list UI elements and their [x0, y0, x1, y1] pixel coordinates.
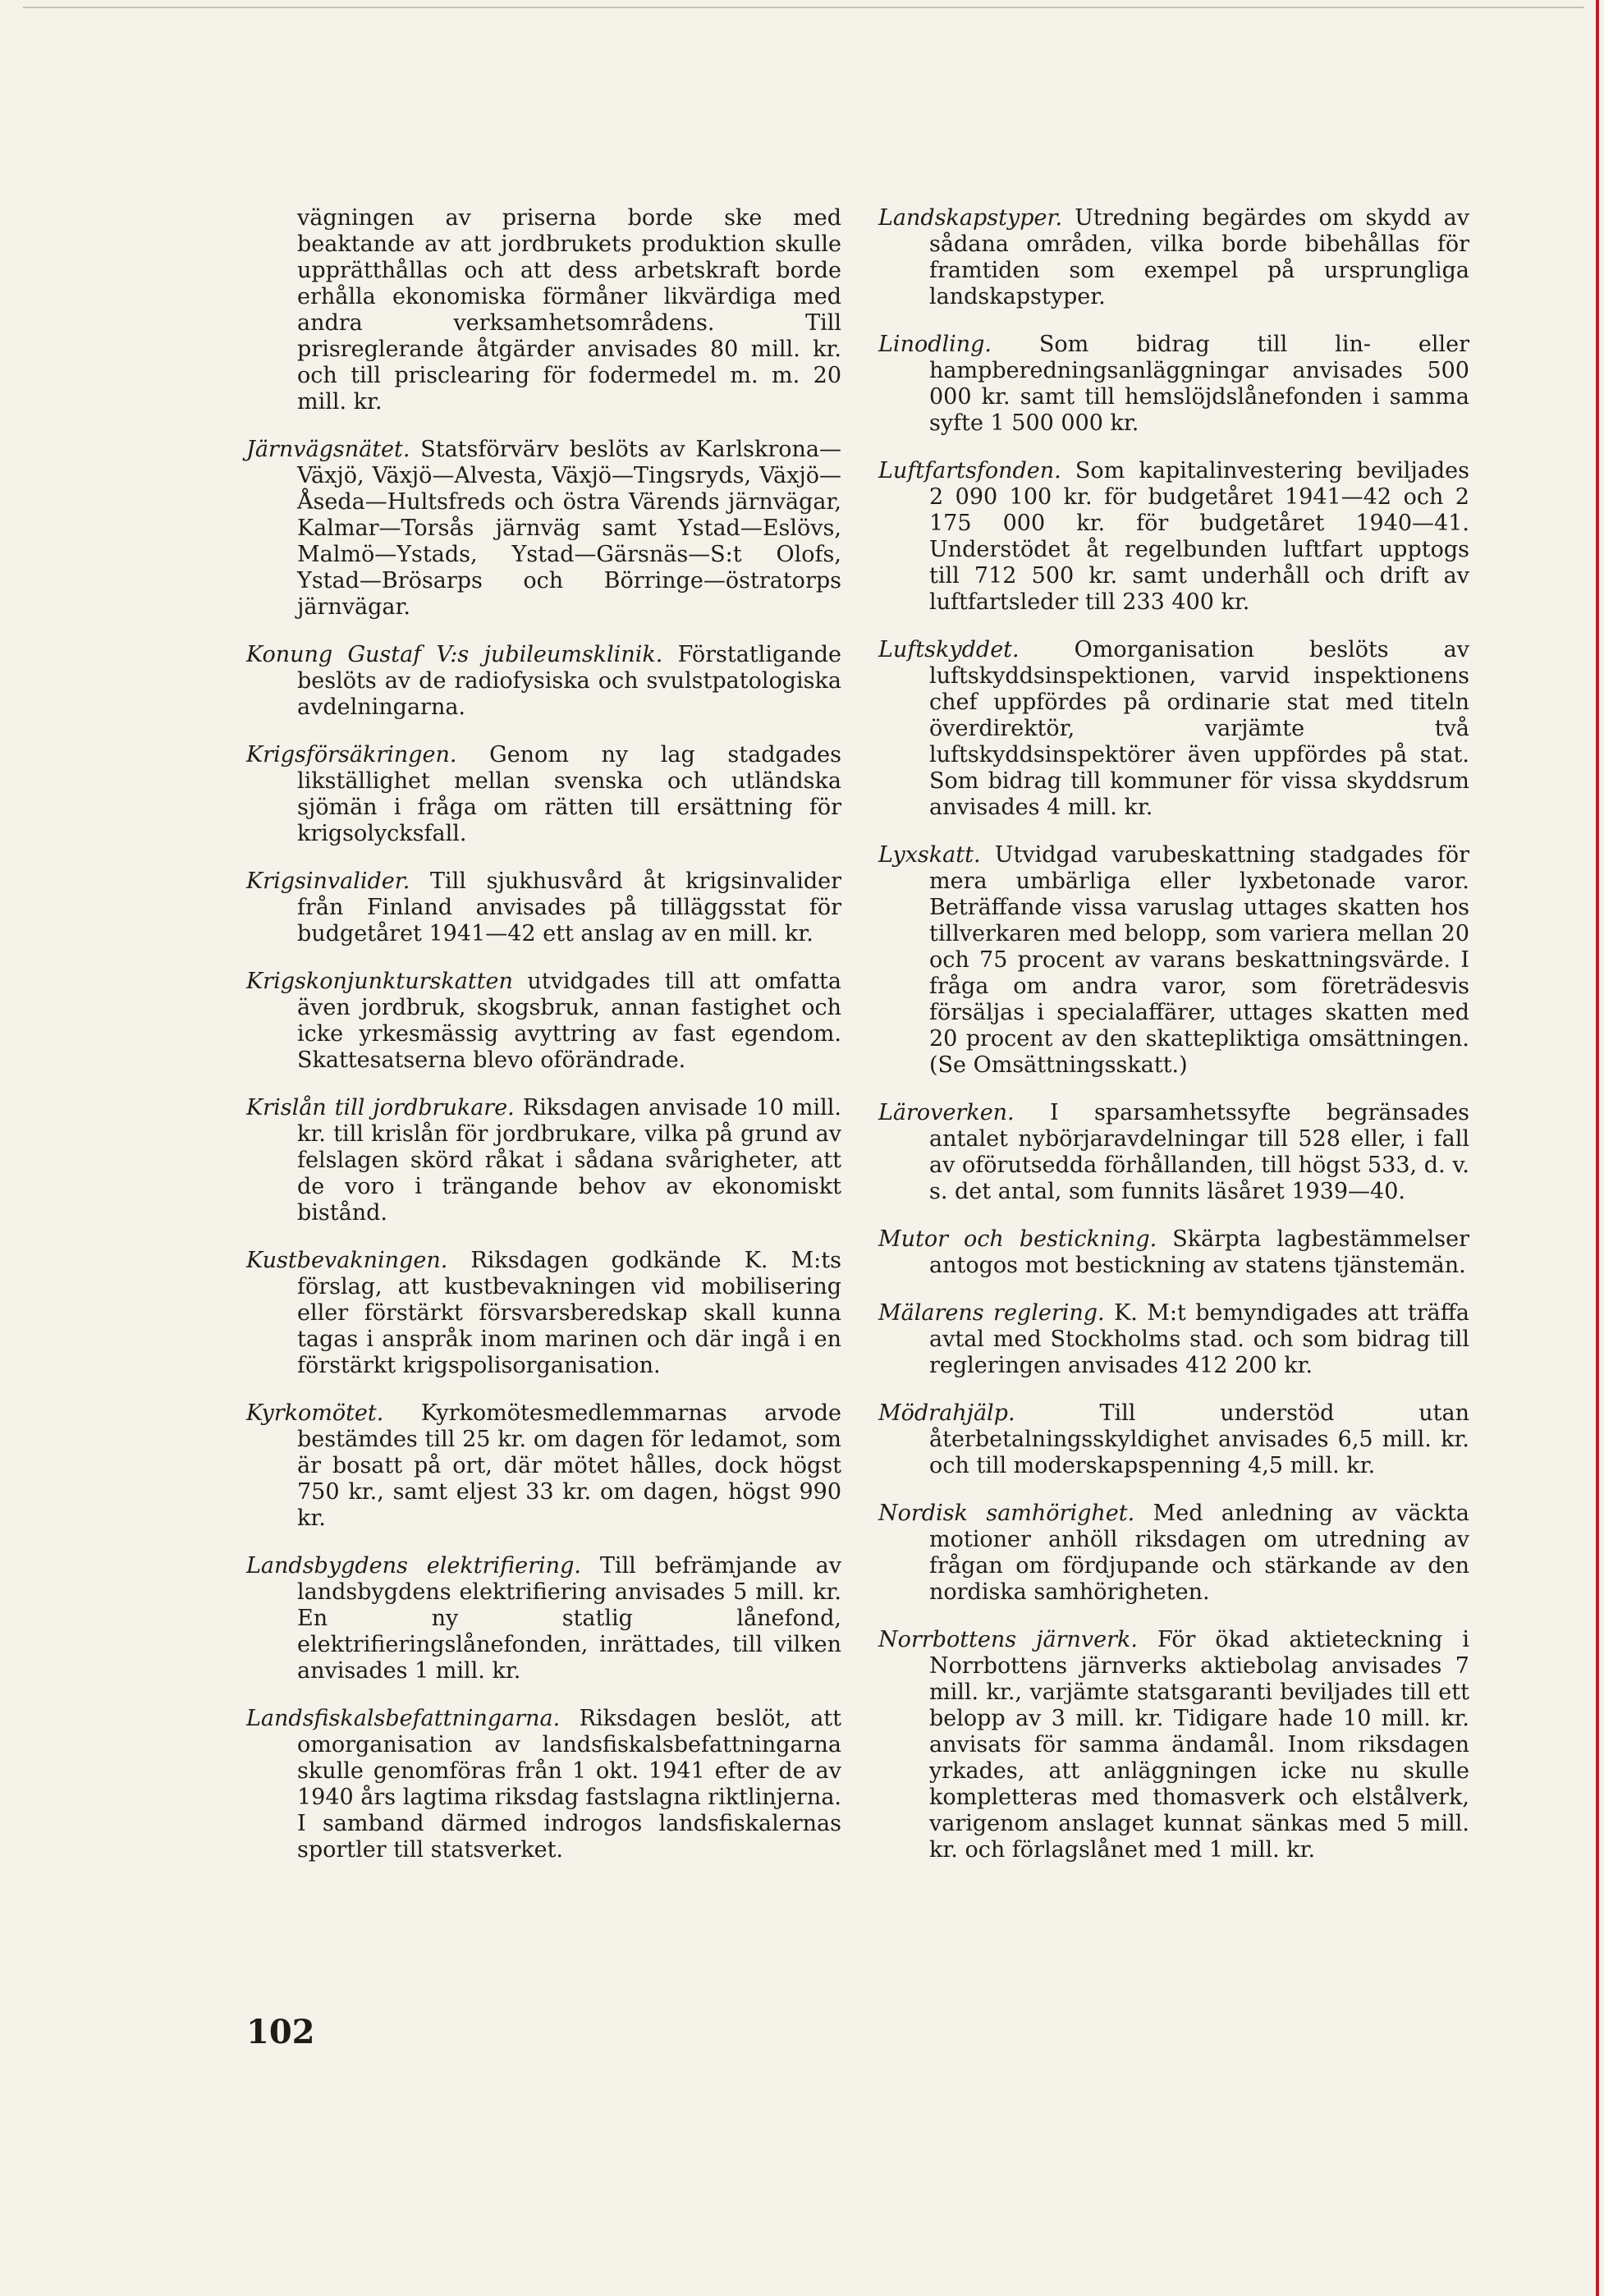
entry-text: Riksdagen beslöt, att omorganisation av landsfiskalsbefattningarna skulle genomföras från 1 okt. 1941 efter de av 1940 års lagtima riksdag fastslagna riktlinjerna. I samband därmed indrogos landsfiskalernas sportler till statsverket.: [297, 1706, 842, 1863]
entry-heading: Mälarens reglering.: [878, 1300, 1105, 1326]
entry-norrbottens-jarnverk: [878, 1627, 1469, 1863]
entry-text: Kyrkomötesmedlemmarnas arvode bestämdes till 25 kr. om dagen för ledamot, som är bosatt på ort, där mötet hålles, dock högst 750 kr., samt eljest 33 kr. om dagen, högst 990 kr.: [297, 1400, 841, 1531]
entry-jarnvagsnatet: [246, 437, 841, 621]
entry-text: Utvidgad varubeskattning stadgades för mera umbärliga eller lyxbetonade varor. Beträffande vissa varuslag uttages skatten hos tillverkaren med belopp, som variera mellan 20 och 75 procent av varans beskattningsvärde. I fråga om andra varor, som företrädesvis försäljas i specialaffärer, uttages skatten med 20 procent av den skattepliktiga omsättningen. (Se Omsättningsskatt.): [929, 842, 1469, 1078]
entry-lyxskatt: [878, 842, 1469, 1079]
entry-heading: Kyrkomötet.: [246, 1400, 384, 1426]
entry-heading: Läroverken.: [878, 1100, 1015, 1125]
entry-text: För ökad aktieteckning i Norrbottens järnverks aktiebolag anvisades 7 mill. kr., varjämte statsgaranti beviljades till ett belopp av 3 mill. kr. Tidigare hade 10 mill. kr. anvisats för samma ändamål. Inom riksdagen yrkades, att anläggningen icke nu skulle kompletteras med thomasverk och elstålverk, varigenom anslaget kunnat sänkas med 5 mill. kr. och förlagslånet med 1 mill. kr.: [929, 1627, 1469, 1863]
entry-heading: Landsbygdens elektrifiering.: [246, 1553, 581, 1579]
entry-heading: Linodling.: [878, 332, 992, 357]
entry-krigskonjunkturskatten: [246, 969, 841, 1074]
entry-landsbygdens-elektrifiering: [246, 1553, 841, 1684]
entry-text: Omorganisation beslöts av luftskyddsinspektionen, varvid inspektionens chef uppfördes på ordinarie stat med titeln överdirektör, varjämte två luftskyddsinspektörer även uppfördes på stat. Som bidrag till kommuner för vissa skyddsrum anvisades 4 mill. kr.: [929, 637, 1469, 820]
entry-malarens-reglering: [878, 1300, 1469, 1379]
entry-heading: Konung Gustaf V:s jubileumsklinik.: [246, 642, 663, 667]
entry-kustbevakningen: [246, 1248, 841, 1379]
entry-heading: Lyxskatt.: [878, 842, 981, 868]
entry-text: Som bidrag till lin- eller hampberedningsanläggningar anvisades 500 000 kr. samt till hemslöjdslånefonden i samma syfte 1 500 000 kr.: [929, 332, 1469, 436]
entry-text: utvidgades till att omfatta även jordbruk, skogsbruk, annan fastighet och icke yrkesmässig avyttring av fast egendom. Skattesatserna blevo oförändrade.: [297, 969, 841, 1073]
entry-landskapstyper: [878, 205, 1469, 310]
entry-kyrkomotet: [246, 1400, 841, 1532]
right-edge-stripe: [1596, 0, 1599, 2296]
entry-laroverken: [878, 1100, 1469, 1205]
top-edge-line: [23, 7, 1584, 8]
entry-landsfiskalsbefattningarna: [246, 1706, 841, 1863]
entry-text: Riksdagen anvisade 10 mill. kr. till krislån för jordbrukare, vilka på grund av felslagen skörd råkat i sådana svårigheter, att de voro i trängande behov av ekonomiskt bistånd.: [297, 1095, 841, 1226]
entry-text: Utredning begärdes om skydd av sådana områden, vilka borde bibehållas för framtiden som exempel på ursprungliga landskapstyper.: [929, 205, 1469, 309]
entry-krigsforsakringen: [246, 742, 841, 847]
entry-heading: Nordisk samhörighet.: [878, 1501, 1135, 1526]
entry-heading: Norrbottens järnverk.: [878, 1627, 1139, 1652]
entry-text: Genom ny lag stadgades likställighet mellan svenska och utländska sjömän i fråga om rätten till ersättning för krigsolycksfall.: [297, 742, 841, 846]
entry-text: Skärpta lagbestämmelser antogos mot bestickning av statens tjänstemän.: [929, 1226, 1469, 1278]
entry-heading: Krigskonjunkturskatten: [246, 969, 513, 994]
entry-heading: Luftfartsfonden.: [878, 458, 1061, 483]
entry-text: Till befrämjande av landsbygdens elektrifiering anvisades 5 mill. kr. En ny statlig lånefond, elektrifieringslånefonden, inrättades, till vilken anvisades 1 mill. kr.: [297, 1553, 841, 1684]
entry-nordisk-samhorighet: [878, 1501, 1469, 1606]
entry-text: Till understöd utan återbetalningsskyldighet anvisades 6,5 mill. kr. och till moderskapspenning 4,5 mill. kr.: [929, 1400, 1469, 1478]
entry-continuation: [246, 205, 841, 415]
entry-krigsinvalider: [246, 868, 841, 947]
entry-luftfartsfonden: [878, 458, 1469, 616]
entry-text: Statsförvärv beslöts av Karlskrona—Växjö, Växjö—Alvesta, Växjö—Tingsryds, Växjö—Åseda—Hultsfreds och östra Värends järnvägar, Kalmar—Torsås järnväg samt Ystad—Eslövs, Malmö—Ystads, Ystad—Gärsnäs—S:t Olofs, Ystad—Brösarps och Börringe—östratorps järnvägar.: [297, 437, 841, 620]
entry-heading: Luftskyddet.: [878, 637, 1020, 662]
entry-text: Förstatligande beslöts av de radiofysiska och svulstpatologiska avdelningarna.: [297, 642, 841, 720]
entry-text: Riksdagen godkände K. M:ts förslag, att kustbevakningen vid mobilisering eller förstärkt försvarsberedskap skall kunna tagas i anspråk inom marinen och där ingå i en förstärkt krigspolisorganisation.: [297, 1248, 841, 1378]
entry-modrahjalp: [878, 1400, 1469, 1479]
entry-heading: Krigsförsäkringen.: [246, 742, 457, 768]
entry-heading: Landsfiskalsbefattningarna.: [246, 1706, 561, 1731]
entry-heading: Kustbevakningen.: [246, 1248, 448, 1273]
entry-luftskyddet: [878, 637, 1469, 821]
entry-heading: Järnvägsnätet.: [246, 437, 410, 462]
entry-linodling: [878, 332, 1469, 437]
right-column: [878, 205, 1469, 1885]
entry-mutor: [878, 1226, 1469, 1279]
entry-jubileumsklinik: [246, 642, 841, 721]
entry-heading: Mutor och bestickning.: [878, 1226, 1157, 1252]
left-column: [246, 205, 841, 1885]
page-number: 102: [246, 2013, 315, 2051]
entry-text: vägningen av priserna borde ske med beaktande av att jordbrukets produktion skulle upprätthållas och att dess arbetskraft borde erhålla ekonomiska förmåner likvärdiga med andra verksamhetsområdens. Till prisreglerande åtgärder anvisades 80 mill. kr. och till prisclearing för fodermedel m. m. 20 mill. kr.: [297, 205, 841, 415]
entry-text: K. M:t bemyndigades att träffa avtal med Stockholms stad. och som bidrag till regleringen anvisades 412 200 kr.: [929, 1300, 1469, 1378]
entry-text: Till sjukhusvård åt krigsinvalider från Finland anvisades på tilläggsstat för budgetåret 1941—42 ett anslag av en mill. kr.: [297, 868, 841, 946]
entry-text: Med anledning av väckta motioner anhöll riksdagen om utredning av frågan om fördjupande och stärkande av den nordiska samhörigheten.: [929, 1501, 1469, 1605]
entry-krislan: [246, 1095, 841, 1226]
entry-text: I sparsamhetssyfte begränsades antalet nybörjaravdelningar till 528 eller, i fall av oförutsedda förhållanden, till högst 533, d. v. s. det antal, som funnits läsåret 1939—40.: [929, 1100, 1469, 1204]
entry-heading: Landskapstyper.: [878, 205, 1063, 231]
entry-heading: Mödrahjälp.: [878, 1400, 1015, 1426]
entry-text: Som kapitalinvestering beviljades 2 090 100 kr. för budgetåret 1941—42 och 2 175 000 kr. för budgetåret 1940—41. Understödet åt regelbunden luftfart upptogs till 712 500 kr. samt underhåll och drift av luftfartsleder till 233 400 kr.: [929, 458, 1469, 615]
entry-heading: Krigsinvalider.: [246, 868, 410, 894]
entry-heading: Krislån till jordbrukare.: [246, 1095, 515, 1121]
